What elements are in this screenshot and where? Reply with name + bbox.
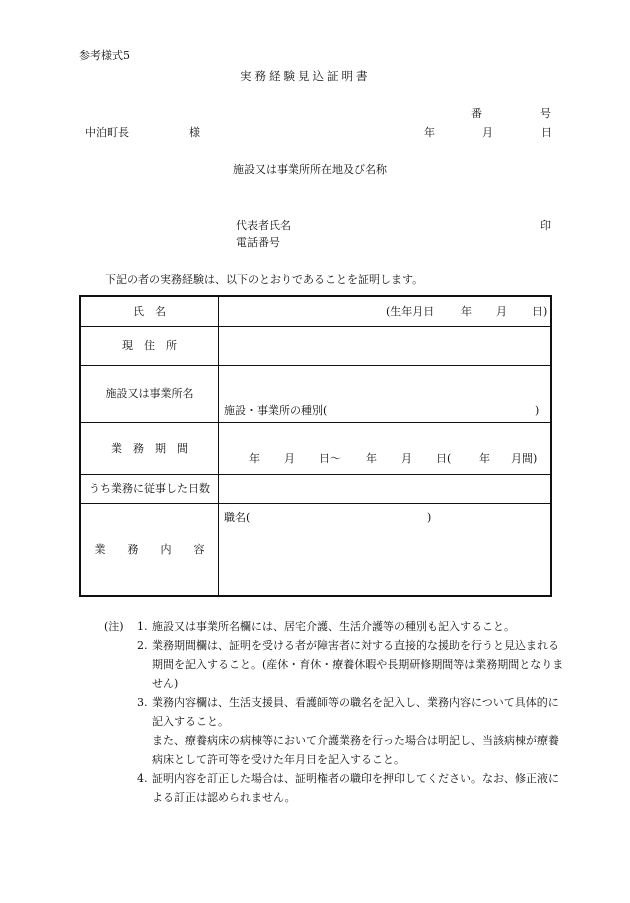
period-day-label: 日( bbox=[436, 451, 452, 465]
note-item bbox=[104, 769, 564, 807]
note-item bbox=[104, 731, 564, 769]
note-text: 施設又は事業所名欄には、居宅介護、生活介護等の種別も記入すること。 bbox=[152, 620, 515, 633]
address-label: 現 住 所 bbox=[80, 326, 219, 365]
period-year-label: 年 bbox=[366, 451, 377, 465]
table-row bbox=[80, 326, 551, 365]
note-text: 業務期間欄は、証明を受ける者が障害者に対する直接的な援助を行うと見込まれる期間を記入すること。(産休・育休・療養休暇や長期研修期間等は業務期間となりません) bbox=[152, 639, 564, 690]
work-content-label: 業 務 内 容 bbox=[80, 503, 219, 596]
name-label: 氏 名 bbox=[80, 296, 219, 326]
addressee: 中泊町長 bbox=[85, 126, 129, 139]
work-period-cell bbox=[219, 422, 552, 474]
table-row bbox=[80, 503, 551, 596]
period-month-label: 月 bbox=[284, 451, 295, 465]
issuer-phone-label: 電話番号 bbox=[236, 236, 280, 249]
note-number: 2. bbox=[137, 639, 148, 652]
issuer-representative-label: 代表者氏名 bbox=[236, 219, 291, 232]
note-number: 3. bbox=[137, 696, 148, 709]
job-title-close: ) bbox=[427, 510, 432, 524]
notes-mark: (注) bbox=[104, 620, 124, 633]
form-reference: 参考様式5 bbox=[79, 49, 130, 62]
note-number: 1. bbox=[137, 620, 148, 633]
facility-type-label: 施設・事業所の種別( bbox=[224, 403, 328, 417]
notes-section bbox=[104, 617, 564, 807]
period-year-label: 年 bbox=[479, 451, 490, 465]
facility-name-label: 施設又は事業所名 bbox=[80, 365, 219, 422]
table-row bbox=[80, 296, 551, 326]
number-label-2: 号 bbox=[540, 107, 551, 120]
date-year-label: 年 bbox=[424, 126, 435, 139]
work-period-label: 業 務 期 間 bbox=[80, 422, 219, 474]
work-content-cell bbox=[219, 503, 552, 596]
days-worked-label: うち業務に従事した日数 bbox=[80, 474, 219, 503]
birth-year-label: 年 bbox=[461, 305, 472, 318]
date-day-label: 日 bbox=[541, 126, 552, 139]
note-item bbox=[104, 617, 564, 636]
period-month-label: 月 bbox=[401, 451, 412, 465]
facility-name-cell bbox=[219, 365, 552, 422]
seal-mark: 印 bbox=[540, 219, 551, 232]
document-title: 実務経験見込証明書 bbox=[240, 69, 371, 83]
table-row bbox=[80, 422, 551, 474]
birth-prefix: (生年月日 bbox=[386, 305, 435, 318]
note-number: 4. bbox=[137, 772, 148, 785]
note-item bbox=[104, 693, 564, 731]
issuer-facility-label: 施設又は事業所所在地及び名称 bbox=[233, 163, 387, 176]
note-text: また、療養病床の病棟等において介護業務を行った場合は明記し、当該病棟が療養病床として許可等を受けた年月日を記入すること。 bbox=[152, 734, 559, 766]
birth-day-label: 日) bbox=[532, 305, 548, 318]
date-month-label: 月 bbox=[482, 126, 493, 139]
period-year-label: 年 bbox=[249, 451, 260, 465]
table-row bbox=[80, 365, 551, 422]
name-cell bbox=[219, 296, 552, 326]
experience-table bbox=[79, 295, 552, 597]
note-text: 証明内容を訂正した場合は、証明権者の職印を押印してください。なお、修正液による訂正は認められません。 bbox=[152, 772, 559, 804]
table-row bbox=[80, 474, 551, 503]
addressee-honorific: 様 bbox=[189, 126, 200, 139]
days-worked-cell bbox=[219, 474, 552, 503]
note-text: 業務内容欄は、生活支援員、看護師等の職名を記入し、業務内容について具体的に記入すること。 bbox=[152, 696, 559, 728]
facility-type-close: ) bbox=[535, 403, 540, 417]
period-months-label: 月間) bbox=[511, 451, 538, 465]
intro-statement: 下記の者の実務経験は、以下のとおりであることを証明します。 bbox=[105, 273, 424, 286]
address-cell bbox=[219, 326, 552, 365]
birth-month-label: 月 bbox=[496, 305, 507, 318]
number-label-1: 番 bbox=[471, 107, 482, 120]
period-day-label: 日〜 bbox=[319, 451, 341, 465]
job-title-label: 職名( bbox=[224, 510, 251, 524]
note-item bbox=[104, 636, 564, 693]
